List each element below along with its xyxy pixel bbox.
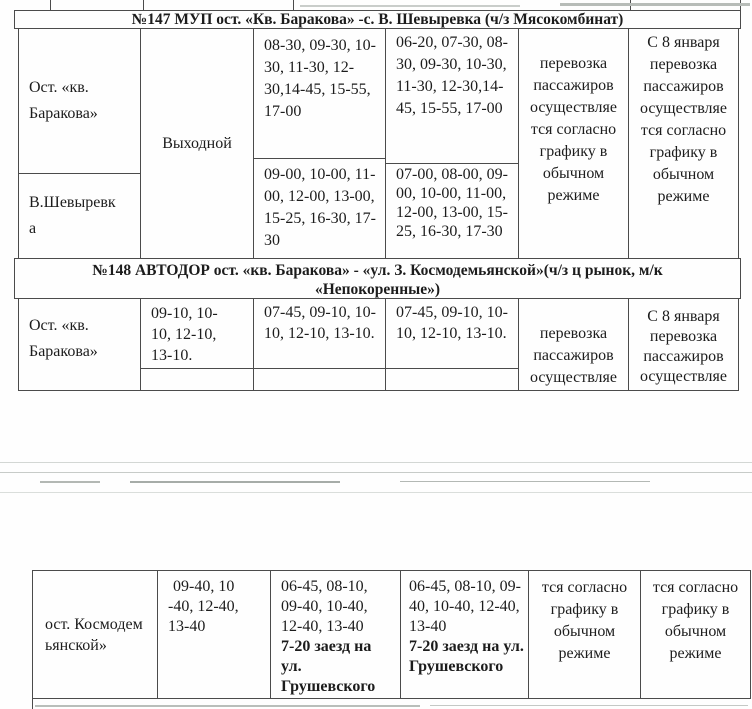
times-text: 06-45, 08-10, 09-40, 10-40, 12-40, 13-40 — [281, 578, 368, 635]
stop-cell-kosmodemyanskoy — [32, 570, 158, 699]
scan-artifact-line — [40, 481, 100, 483]
route-147-header: №147 МУП ост. «Кв. Баракова» -с. В. Шевыревка (ч/з Мясокомбинат) — [14, 10, 741, 29]
note-cell-january-147: С 8 января перевозка пассажиров осуществляе тся согласно графику в обычном режиме — [628, 28, 739, 259]
stop-label: В.Шевыревка — [29, 194, 116, 237]
note-cell-tail-right: тся согласно графику в обычном режиме — [640, 570, 751, 699]
next-row-vline — [32, 698, 33, 709]
empty-cell — [253, 368, 386, 391]
scan-artifact-line — [0, 492, 752, 493]
scan-artifact-line — [130, 481, 340, 483]
scan-artifact-line — [560, 3, 750, 6]
stop-cell-barakova-148: Ост. «кв. Баракова» — [18, 298, 141, 391]
note-cell-regular-147: перевозка пассажиров осуществляе тся согласно графику в обычном режиме — [518, 28, 629, 259]
times-cell-147-dir1-top: 08-30, 09-30, 10-30, 11-30, 12-30,14-45, 15-55, 17-00 — [253, 28, 386, 159]
top-remnant-vline — [50, 0, 51, 10]
schedule-type-cell — [140, 28, 254, 259]
times-cell-cont-col2: 09-40, 10-40, 12-40, 13-40 — [157, 570, 271, 699]
times-cell-cont-col4 — [400, 570, 529, 699]
times-cell-148-col3: 07-45, 09-10, 10-10, 12-10, 13-10. — [253, 298, 386, 369]
schedule-type-label: Выходной — [162, 134, 232, 152]
times-cell-148-col2: 09-10, 10-10, 12-10, 13-10. — [140, 298, 254, 369]
stop-cell-shevyrevka — [18, 173, 141, 259]
scan-artifact-line — [400, 481, 650, 482]
times-text: 06-45, 08-10, 09-40, 10-40, 12-40, 13-40 — [409, 578, 521, 635]
stop-cell-barakova: Ост. «кв. Баракова» — [18, 28, 141, 174]
note-cell-tail-left: тся согласно графику в обычном режиме — [528, 570, 641, 699]
empty-cell — [385, 368, 519, 391]
scan-artifact-line — [430, 705, 748, 706]
times-cell-147-dir1-bottom: 09-00, 10-00, 11-00, 12-00, 13-00, 15-25, 16-30, 17-30 — [253, 158, 386, 259]
times-cell-148-col4: 07-45, 09-10, 10-10, 12-10, 13-10. — [385, 298, 519, 369]
route-148-header-text: №148 АВТОДОР ост. «кв. Баракова» - «ул. З. Космодемьянской»(ч/з ц рынок, м/к «Непокоренные») — [92, 262, 663, 298]
detour-note: 7-20 заезд на ул. Грушевского — [409, 638, 524, 675]
times-cell-147-dir2-bottom: 07-00, 08-00, 09-00, 10-00, 11-00, 12-00, 13-00, 15-25, 16-30, 17-30 — [385, 163, 519, 259]
scan-artifact-line — [300, 5, 520, 7]
top-remnant-vline — [293, 0, 294, 10]
page-break-line — [0, 462, 752, 463]
top-remnant-vline — [143, 0, 144, 10]
empty-cell — [140, 368, 254, 391]
scan-artifact-line — [35, 705, 420, 707]
detour-note: 7-20 заезд на ул. Грушевского — [281, 638, 376, 695]
route-148-header — [14, 258, 741, 299]
page-break-line — [0, 472, 752, 473]
times-cell-147-dir2-top: 06-20, 07-30, 08-30, 09-30, 10-30, 11-30, 12-30,14-45, 15-55, 17-00 — [385, 28, 519, 164]
stop-label: ост. Космодемьянской» — [45, 615, 143, 654]
times-cell-cont-col3 — [270, 570, 401, 699]
note-cell-january-148: С 8 января перевозка пассажиров осуществляе — [628, 298, 739, 391]
note-cell-regular-148: перевозка пассажиров осуществляе — [518, 298, 629, 391]
